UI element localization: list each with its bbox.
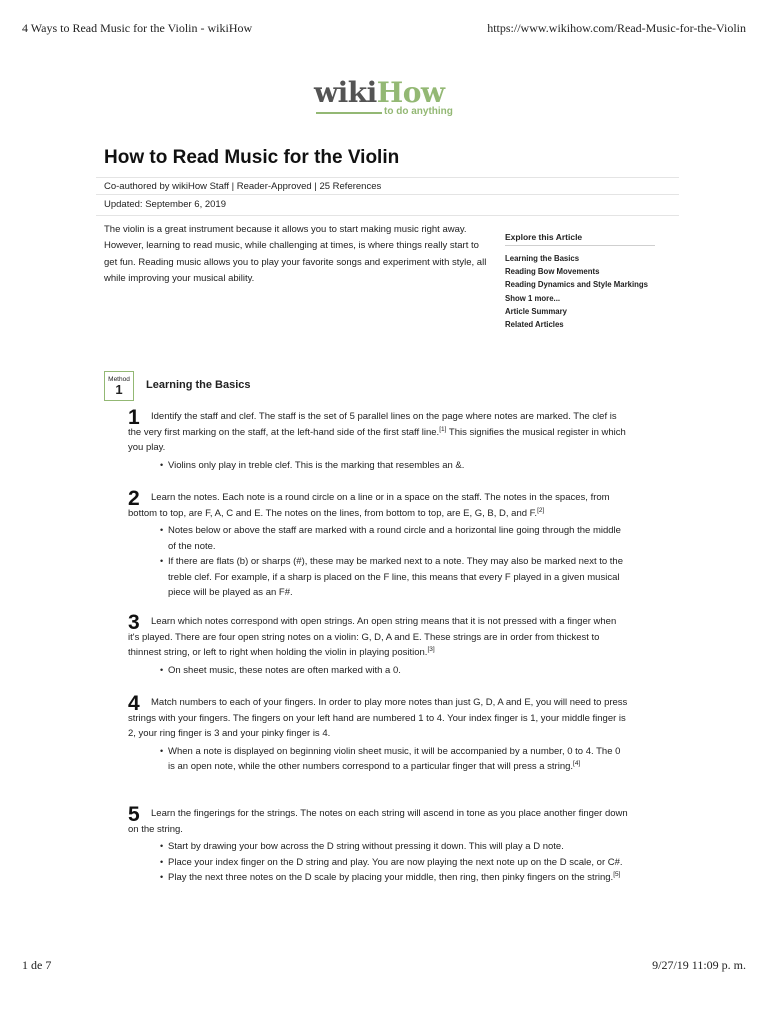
toc-item-summary[interactable]: Article Summary xyxy=(505,306,567,316)
step-3 xyxy=(128,611,628,678)
step-bullets xyxy=(160,744,628,775)
toc-item-show-more[interactable]: Show 1 more... xyxy=(505,293,561,303)
step-text xyxy=(128,695,628,742)
bullet-text: If there are flats (b) or sharps (#), these may be marked next to a note. They may also be marked next to the treble clef. For example, if a sharp is placed on the F line, this means that every F played in a given musical piece will be played as an F#. xyxy=(168,556,623,598)
bullet-item xyxy=(160,870,628,886)
logo-underline xyxy=(316,112,382,114)
reference-link[interactable]: [1] xyxy=(439,425,447,433)
step-4 xyxy=(128,692,628,775)
article-intro: The violin is a great instrument because it allows you to start making music right away. However, learning to read music, while challenging at times, is where things really start to get fun. Reading music allows you to play your favorite songs and experiment with style, all while improving your musical ability. xyxy=(104,224,487,285)
step-text xyxy=(128,806,628,837)
bullet-item xyxy=(160,663,628,679)
bullet-text: Start by drawing your bow across the D string without pressing it down. This will play a D note. xyxy=(168,841,564,852)
bullet-item xyxy=(160,458,628,474)
step-bullets xyxy=(160,458,628,474)
article-updated: Updated: September 6, 2019 xyxy=(104,199,227,210)
bullet-item xyxy=(160,744,628,775)
method-number: 1 xyxy=(115,382,123,397)
bullet-item xyxy=(160,855,628,871)
reference-link[interactable]: [4] xyxy=(573,759,581,767)
step-2 xyxy=(128,487,628,601)
step-text-continued: This signifies the musical register in which you play. xyxy=(128,426,626,453)
toc-item-bow-movements[interactable]: Reading Bow Movements xyxy=(505,267,600,277)
logo-how-text: How xyxy=(376,76,445,109)
logo-tagline: to do anything xyxy=(384,106,453,117)
explore-article-toc xyxy=(505,232,655,331)
bullet-text: Violins only play in treble clef. This is the marking that resembles an &. xyxy=(168,459,465,471)
print-header-url[interactable]: https://www.wikihow.com/Read-Music-for-the-Violin xyxy=(487,21,746,35)
step-main-text: Learn the fingerings for the strings. The notes on each string will ascend in tone as you place another finger down on the string. xyxy=(128,808,628,835)
step-text xyxy=(128,409,628,456)
step-bullets xyxy=(160,523,628,601)
bullet-item xyxy=(160,523,628,554)
step-5 xyxy=(128,803,628,886)
step-1 xyxy=(128,406,628,473)
toc-item-related[interactable]: Related Articles xyxy=(505,319,564,329)
step-bullets xyxy=(160,663,628,679)
step-number: 4 xyxy=(128,692,140,715)
step-main-text: Learn the notes. Each note is a round circle on a line or in a space on the staff. The notes in the spaces, from bottom to top, are F, A, C and E. The notes on the lines, from bottom to top, are E, G, B, D, and F. xyxy=(128,492,610,519)
step-number: 2 xyxy=(128,487,140,510)
article-byline: Co-authored by wikiHow Staff | Reader-Approved | 25 References xyxy=(104,181,382,192)
bullet-item xyxy=(160,554,628,601)
bullet-text: On sheet music, these notes are often marked with a 0. xyxy=(168,664,401,676)
toc-title: Explore this Article xyxy=(505,232,655,246)
logo-wiki-text: wiki xyxy=(314,76,377,109)
print-header xyxy=(22,21,746,36)
bullet-text: Notes below or above the staff are marked with a round circle and a horizontal line going through the middle of the note. xyxy=(168,525,621,552)
print-footer xyxy=(22,958,746,973)
toc-item-learning-basics[interactable]: Learning the Basics xyxy=(505,254,580,263)
article-title: How to Read Music for the Violin xyxy=(104,147,400,168)
step-text xyxy=(128,490,628,521)
bullet-text: When a note is displayed on beginning violin sheet music, it will be accompanied by a number, 0 to 4. The 0 is an open note, while the other numbers correspond to a particular finger that will press a string. xyxy=(168,745,621,772)
step-number: 5 xyxy=(128,803,140,826)
method-label: Method xyxy=(108,376,130,383)
method-title: Learning the Basics xyxy=(146,379,251,391)
step-bullets xyxy=(160,839,628,886)
print-timestamp: 9/27/19 11:09 p. m. xyxy=(652,958,746,972)
step-number: 1 xyxy=(128,406,140,429)
reference-link[interactable]: [3] xyxy=(427,645,435,653)
step-main-text: Learn which notes correspond with open strings. An open string means that it is not pressed with a finger when it's played. There are four open string notes on a violin: G, D, A and E. These strings are in order from thickest to thinnest string, or left to right when holding the violin in playing position. xyxy=(128,616,617,658)
step-main-text: Match numbers to each of your fingers. In order to play more notes than just G, D, A and E, you will need to press strings with your fingers. The fingers on your left hand are numbered 1 to 4. Your index finger is 1, your middle finger is 2, your ring finger is 3 and your pinky finger is 4. xyxy=(128,697,628,739)
page-counter: 1 de 7 xyxy=(22,958,52,972)
bullet-text: Play the next three notes on the D scale by placing your middle, then ring, then pinky fingers on the string. xyxy=(168,872,614,883)
bullet-text: Place your index finger on the D string and play. You are now playing the next note up on the D scale, or C#. xyxy=(168,856,623,868)
method-badge xyxy=(104,371,134,401)
print-header-title: 4 Ways to Read Music for the Violin - wikiHow xyxy=(22,21,253,35)
toc-item-dynamics[interactable]: Reading Dynamics and Style Markings xyxy=(505,280,648,290)
step-text xyxy=(128,614,628,661)
reference-link[interactable]: [5] xyxy=(613,870,621,878)
wikihow-logo[interactable] xyxy=(314,76,474,122)
byline-row xyxy=(96,177,679,194)
reference-link[interactable]: [2] xyxy=(537,506,545,514)
bullet-item xyxy=(160,839,628,855)
updated-row xyxy=(96,194,679,216)
step-number: 3 xyxy=(128,611,140,634)
step-main-text: Identify the staff and clef. The staff is the set of 5 parallel lines on the page where notes are marked. The clef is the very first marking on the staff, at the left-hand side of the first staff line. xyxy=(128,411,617,438)
